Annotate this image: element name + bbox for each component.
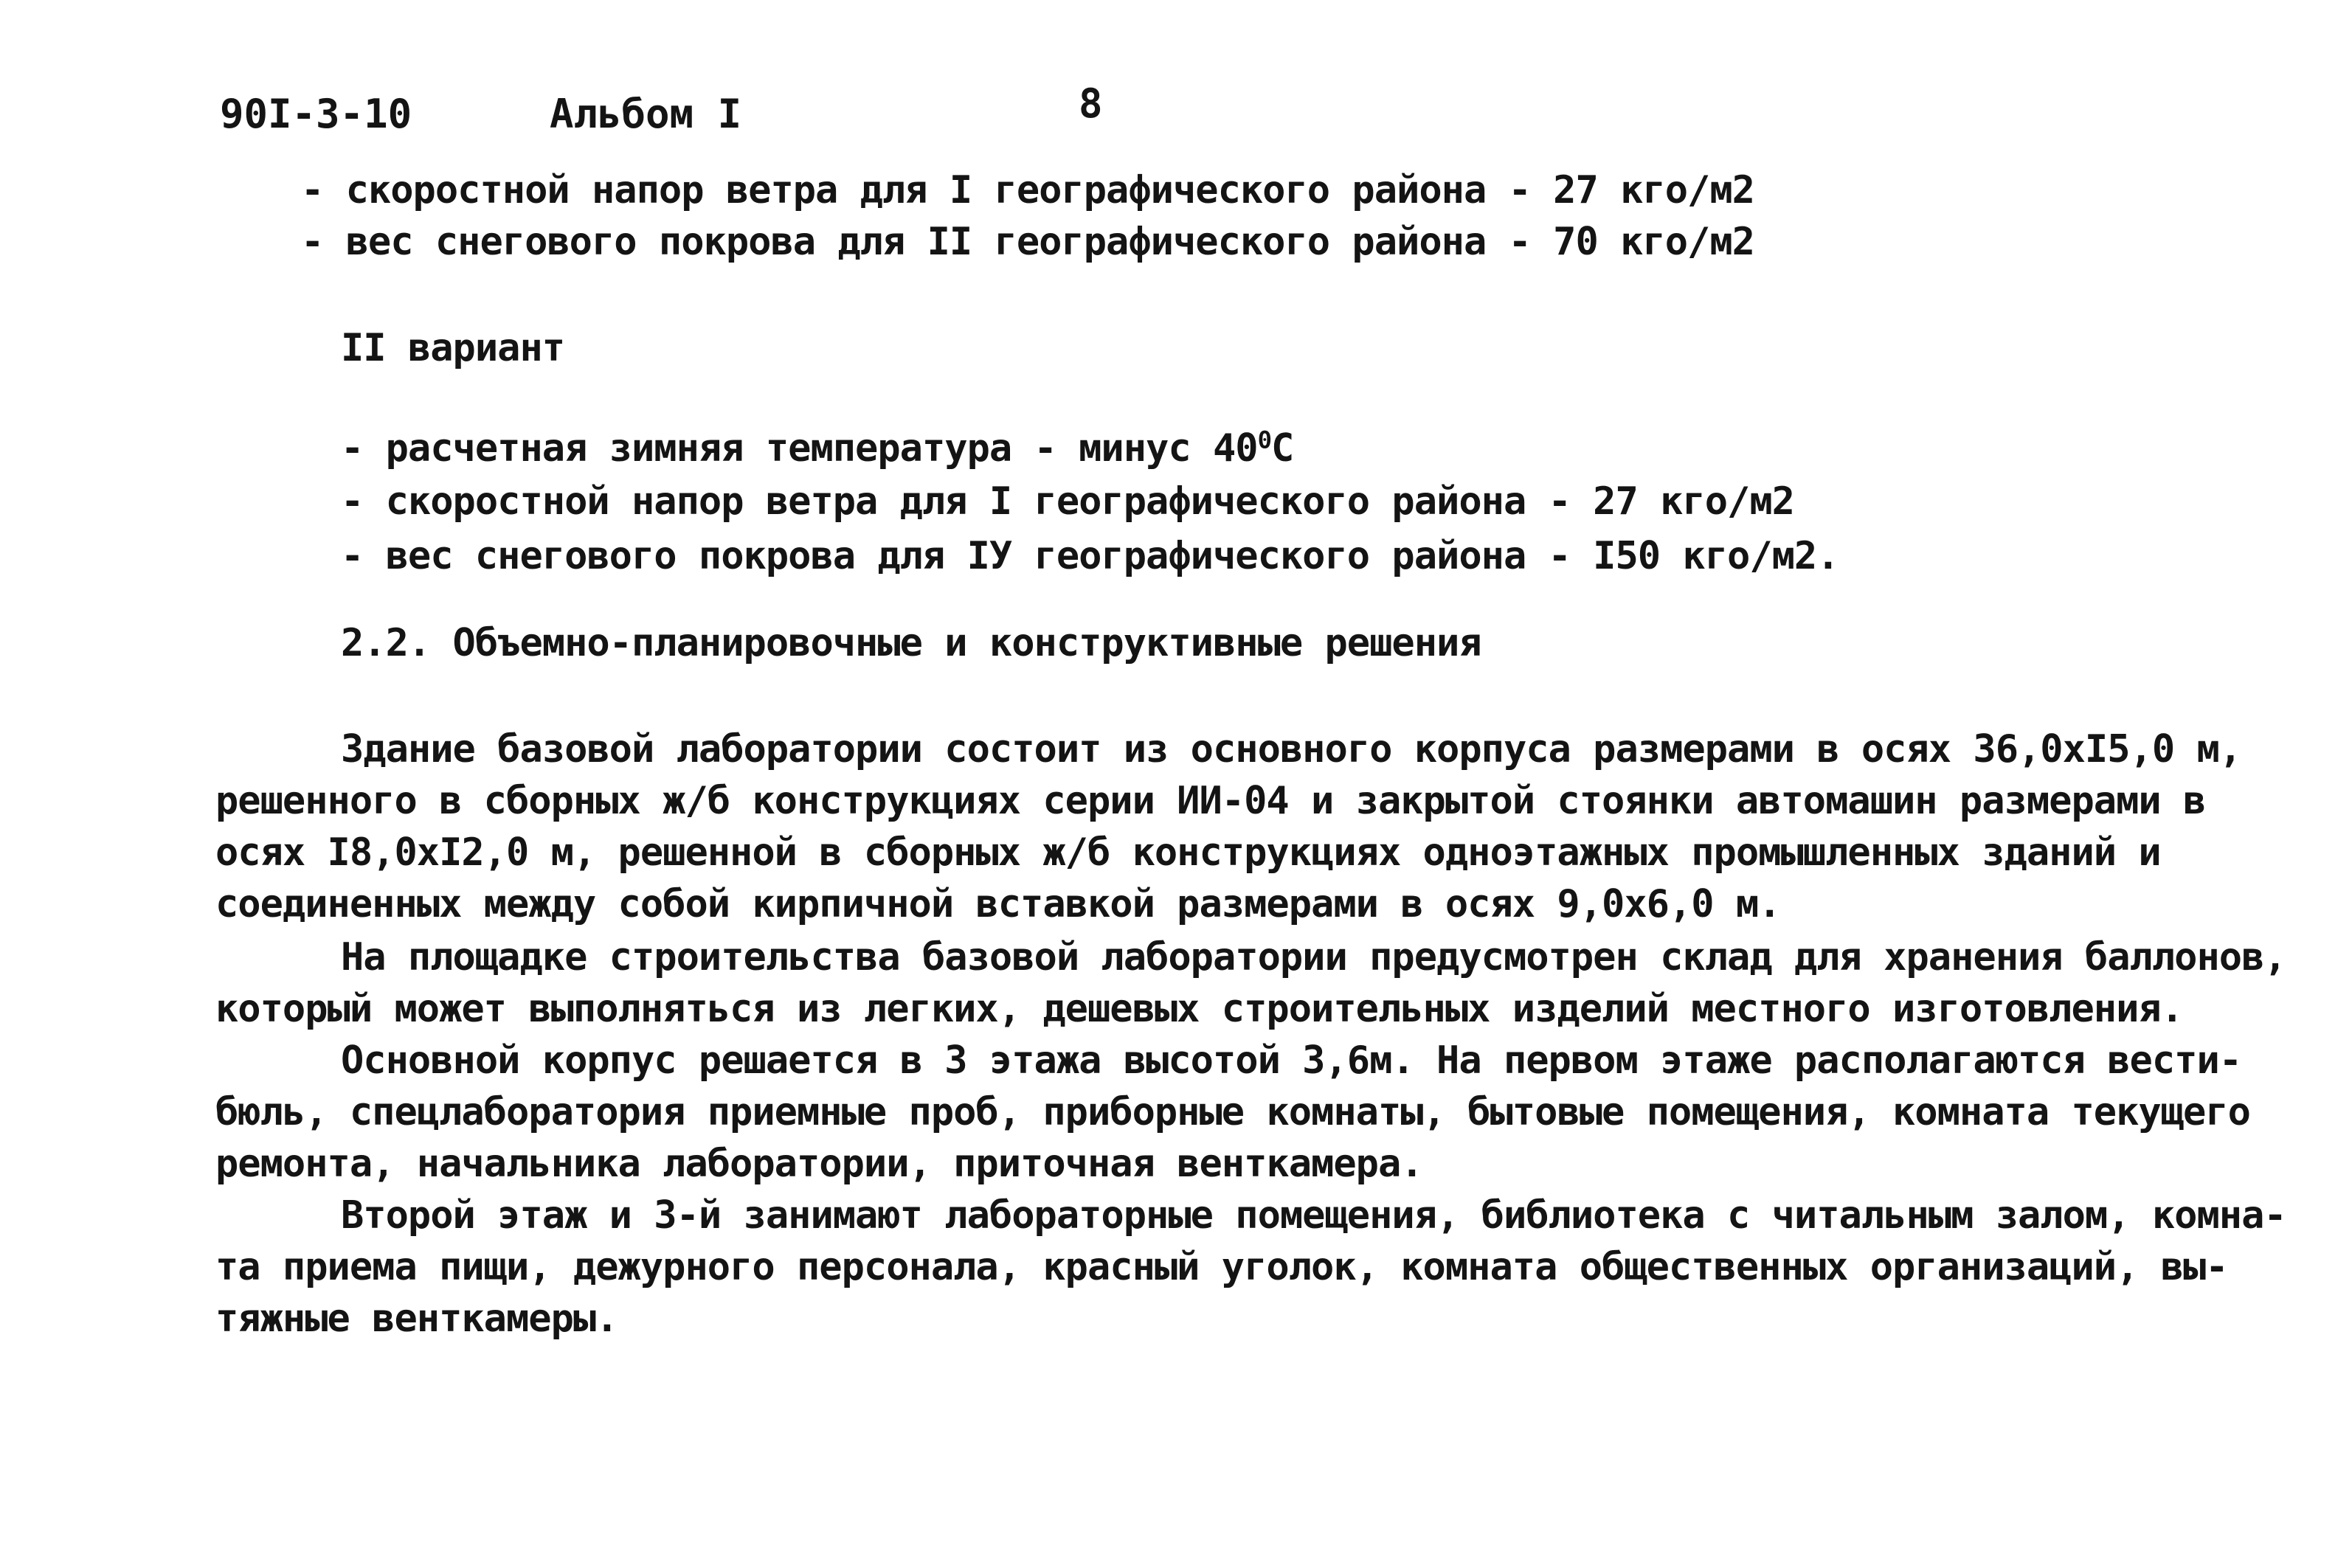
- variant1-wind-load: - скоростной напор ветра для I географического района - 27 кго/м2: [301, 168, 1754, 212]
- paragraph-line: осях I8,0хI2,0 м, решенной в сборных ж/б конструкциях одноэтажных промышленных зданий и: [215, 830, 2161, 875]
- paragraph-line: Здание базовой лаборатории состоит из основного корпуса размерами в осях 36,0хI5,0 м,: [341, 727, 2242, 771]
- degree-sign: 0: [1257, 426, 1271, 454]
- paragraph-line: решенного в сборных ж/б конструкциях серии ИИ-04 и закрытой стоянки автомашин размерами в: [215, 779, 2206, 823]
- variant2-snow-load: - вес снегового покрова для IУ географического района - I50 кго/м2.: [341, 534, 1839, 578]
- paragraph-line: соединенных между собой кирпичной вставкой размерами в осях 9,0х6,0 м.: [215, 882, 1781, 926]
- document-code: 90I-3-10: [220, 91, 412, 137]
- page-number: 8: [1079, 80, 1103, 127]
- variant2-wind-load: - скоростной напор ветра для I географического района - 27 кго/м2: [341, 479, 1794, 524]
- variant2-temperature: [341, 426, 1294, 471]
- album-label: Альбом I: [550, 91, 742, 137]
- paragraph-line: тяжные венткамеры.: [215, 1297, 618, 1341]
- paragraph-line: та приема пищи, дежурного персонала, красный уголок, комната общественных организаций, вы-: [215, 1245, 2228, 1289]
- paragraph-line: На площадке строительства базовой лаборатории предусмотрен склад для хранения баллонов,: [341, 935, 2286, 979]
- paragraph-line: Основной корпус решается в 3 этажа высотой 3,6м. На первом этаже располагаются вести-: [341, 1038, 2242, 1083]
- paragraph-line: ремонта, начальника лаборатории, приточная венткамера.: [215, 1142, 1423, 1186]
- paragraph-line: Второй этаж и 3-й занимают лабораторные помещения, библиотека с читальным залом, комна-: [341, 1193, 2286, 1238]
- temperature-text: - расчетная зимняя температура - минус 40: [341, 426, 1258, 471]
- paragraph-line: который может выполняться из легких, дешевых строительных изделий местного изготовления.: [215, 987, 2183, 1031]
- variant1-snow-load: - вес снегового покрова для II географического района - 70 кго/м2: [301, 220, 1754, 264]
- temperature-unit: C: [1271, 426, 1294, 471]
- variant2-title: II вариант: [341, 326, 565, 370]
- section-heading: 2.2. Объемно-планировочные и конструктивные решения: [341, 621, 1481, 665]
- paragraph-line: бюль, спецлаборатория приемные проб, приборные комнаты, бытовые помещения, комната текущего: [215, 1090, 2250, 1134]
